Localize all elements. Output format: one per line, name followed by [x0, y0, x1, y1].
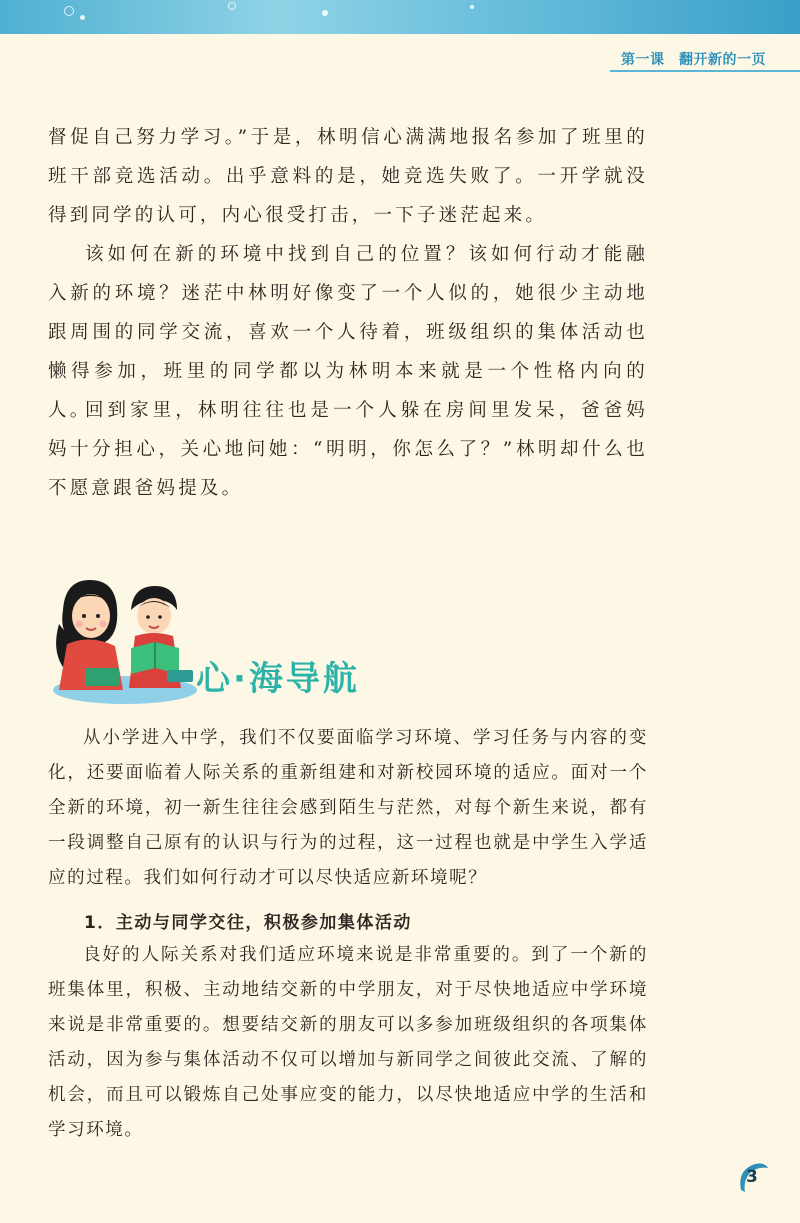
bubble-decoration	[470, 5, 474, 9]
bubble-decoration	[322, 10, 328, 16]
bubble-decoration	[64, 6, 74, 16]
bubble-decoration	[80, 15, 85, 20]
page-number: 3	[746, 1167, 758, 1187]
point-1-heading: 1．主动与同学交往，积极参加集体活动	[84, 913, 412, 933]
story-paragraph-1: 督促自己努力学习。”于是，林明信心满满地报名参加了班里的班干部竞选活动。出乎意料的是，她竞选失败了。一开学就没得到同学的认可，内心很受打击，一下子迷茫起来。	[48, 127, 648, 226]
story-paragraph-3: 回到家里，林明往往也是一个人躲在房间里发呆，爸爸妈妈十分担心，关心地问她：“明明，你怎么了？”林明却什么也不愿意跟爸妈提及。	[48, 400, 648, 499]
section-title: 心·海导航	[196, 659, 360, 699]
top-decorative-band	[0, 0, 800, 34]
lesson-header-title: 第一课 翻开新的一页	[621, 52, 766, 68]
header-rule	[610, 70, 800, 72]
point-1-body-paragraph: 良好的人际关系对我们适应环境来说是非常重要的。到了一个新的班集体里，积极、主动地结交新的中学朋友，对于尽快地适应中学环境来说是非常重要的。想要结交新的朋友可以多参加班级组织的各项集体活动，因为参与集体活动不仅可以增加与新同学之间彼此交流、了解的机会，而且可以锻炼自己处事应变的能力，以尽快地适应中学的生活和学习环境。	[48, 945, 648, 1140]
bubble-decoration	[228, 2, 236, 10]
reading-children-illustration	[45, 572, 205, 707]
section-intro-paragraph: 从小学进入中学，我们不仅要面临学习环境、学习任务与内容的变化，还要面临着人际关系的重新组建和对新校园环境的适应。面对一个全新的环境，初一新生往往会感到陌生与茫然，对每个新生来说，都有一段调整自己原有的认识与行为的过程，这一过程也就是中学生入学适应的过程。我们如何行动才可以尽快适应新环境呢？	[48, 728, 648, 888]
story-paragraph-2: 该如何在新的环境中找到自己的位置？该如何行动才能融入新的环境？迷茫中林明好像变了一个人似的，她很少主动地跟周围的同学交流，喜欢一个人待着，班级组织的集体活动也懒得参加，班里的同学都以为林明本来就是一个性格内向的人。	[48, 244, 648, 421]
